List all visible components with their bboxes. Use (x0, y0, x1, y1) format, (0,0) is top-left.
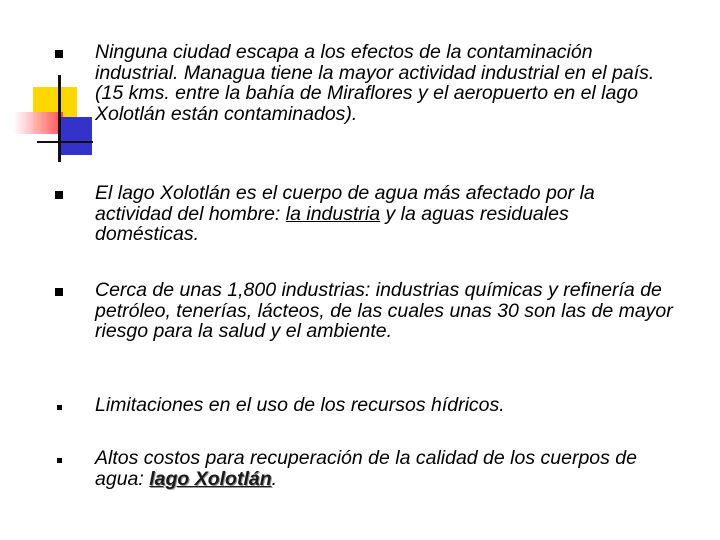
bullet-text-part: . (271, 467, 278, 490)
bullet-icon (55, 191, 63, 199)
bullet-icon (57, 405, 62, 410)
link-la-industria[interactable]: la industria (285, 202, 381, 225)
decorative-vertical-line (58, 75, 61, 162)
bullet-text: Limitaciones en el uso de los recursos hídricos. (95, 394, 505, 416)
bullet-text-part: y la aguas residuales domésticas. (95, 202, 569, 245)
bullet-text: Cerca de unas 1,800 industrias: industrias químicas y refinería de petróleo, tenerías, lácteos, de las cuales unas 30 son las de mayor riesgo para la salud y el ambiente. (95, 279, 673, 342)
bullet-text: Ninguna ciudad escapa a los efectos de la contaminación industrial. Managua tiene la mayor actividad industrial en el país.(15 kms. entre la bahía de Miraflores y el aeropuerto en el lago Xolotlán están contaminados). (95, 41, 655, 125)
decorative-horizontal-line (37, 141, 93, 143)
bullet-icon (57, 458, 62, 463)
decorative-pink-bar (13, 112, 63, 134)
bullet-text-part: Altos costos para recuperación de la calidad de los cuerpos de agua: (95, 447, 637, 490)
bullet-icon (55, 288, 63, 296)
bullet-icon (55, 50, 63, 58)
link-lago-xolotlan[interactable]: lago Xolotlán (149, 467, 272, 490)
bullet-text (95, 448, 675, 489)
bullet-text-part: El lago Xolotlán es el cuerpo de agua más afectado por la actividad del hombre: (95, 182, 595, 225)
decorative-blue-square (58, 117, 92, 155)
bullet-text (95, 183, 675, 245)
